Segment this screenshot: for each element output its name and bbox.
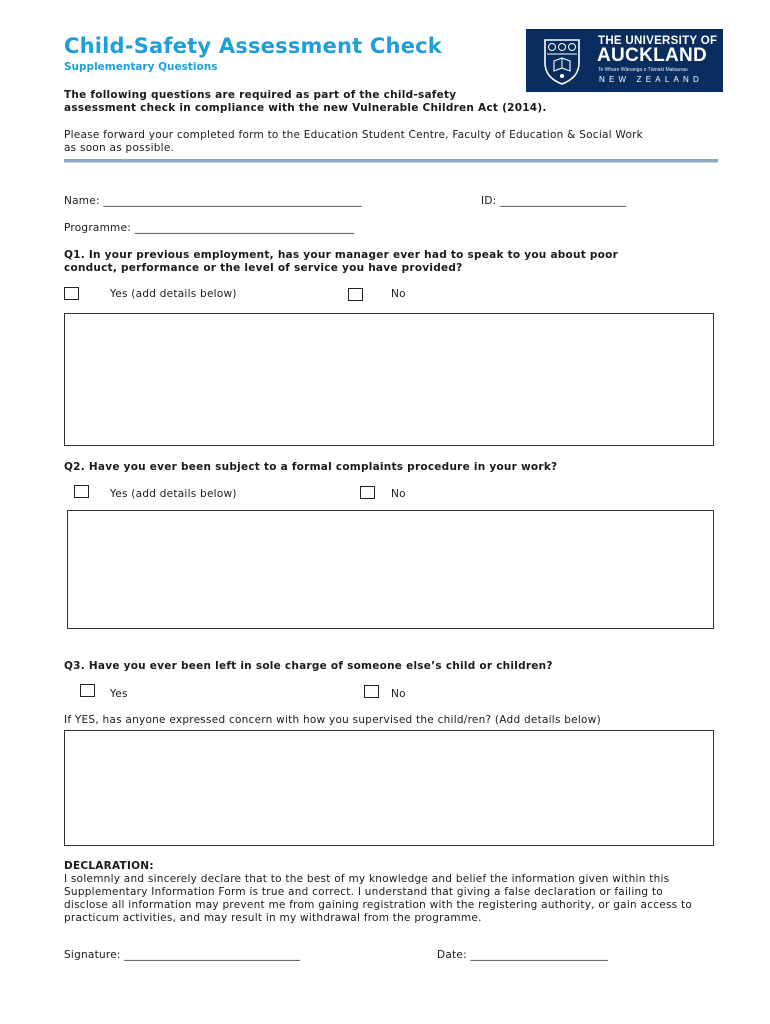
logo-line-the-university-of: THE UNIVERSITY OF: [598, 35, 718, 47]
signature-field[interactable]: Signature: ________________________________: [64, 949, 301, 961]
q2-details-box[interactable]: [67, 510, 714, 629]
q3-question: Q3. Have you ever been left in sole charge of someone else’s child or children?: [64, 660, 553, 672]
declaration-line-3: disclose all information may prevent me from gaining registration with the registering authority, or gain access to: [64, 899, 693, 911]
q1-question-line-1: Q1. In your previous employment, has your manager ever had to speak to you about poor: [64, 249, 619, 261]
q2-no-label: No: [391, 488, 406, 500]
date-field[interactable]: Date: _________________________: [437, 949, 608, 961]
q3-followup-question: If YES, has anyone expressed concern with how you supervised the child/ren? (Add details below): [64, 714, 601, 726]
q3-no-checkbox[interactable]: [364, 685, 379, 698]
form-subtitle: Supplementary Questions: [64, 61, 218, 73]
q2-yes-checkbox[interactable]: [74, 485, 89, 498]
intro-line-2: as soon as possible.: [64, 142, 175, 154]
q2-question: Q2. Have you ever been subject to a formal complaints procedure in your work?: [64, 461, 558, 473]
q3-details-box[interactable]: [64, 730, 714, 846]
q3-yes-label: Yes: [110, 688, 128, 700]
q1-no-label: No: [391, 288, 406, 300]
q2-yes-label: Yes (add details below): [110, 488, 237, 500]
q1-details-box[interactable]: [64, 313, 714, 446]
q1-question-line-2: conduct, performance or the level of service you have provided?: [64, 262, 463, 274]
intro-line-1: Please forward your completed form to the Education Student Centre, Faculty of Education & Social Work: [64, 129, 644, 141]
logo-line-auckland: AUCKLAND: [597, 45, 708, 66]
intro-bold-line-2: assessment check in compliance with the new Vulnerable Children Act (2014).: [64, 102, 547, 114]
programme-field[interactable]: Programme: ________________________________________: [64, 222, 355, 234]
form-title: Child-Safety Assessment Check: [64, 34, 442, 58]
q3-no-label: No: [391, 688, 406, 700]
name-field[interactable]: Name: _______________________________________________: [64, 195, 362, 207]
intro-bold-line-1: The following questions are required as part of the child-safety: [64, 89, 457, 101]
q1-yes-label: Yes (add details below): [110, 288, 237, 300]
logo-line-maori: Te Whare Wānanga o Tāmaki Makaurau: [598, 67, 688, 73]
declaration-line-4: practicum activities, and may result in my withdrawal from the programme.: [64, 912, 482, 924]
q2-no-checkbox[interactable]: [360, 486, 375, 499]
logo-line-new-zealand: NEW ZEALAND: [599, 75, 703, 84]
header-divider: [64, 159, 718, 163]
q1-yes-checkbox[interactable]: [64, 287, 79, 300]
declaration-line-2: Supplementary Information Form is true and correct. I understand that giving a false declaration or failing to: [64, 886, 663, 898]
university-crest-icon: [542, 37, 582, 85]
id-field[interactable]: ID: _______________________: [481, 195, 627, 207]
university-logo: [526, 29, 723, 92]
declaration-heading: DECLARATION:: [64, 860, 154, 872]
q1-no-checkbox[interactable]: [348, 288, 363, 301]
q3-yes-checkbox[interactable]: [80, 684, 95, 697]
declaration-line-1: I solemnly and sincerely declare that to the best of my knowledge and belief the information given within this: [64, 873, 670, 885]
